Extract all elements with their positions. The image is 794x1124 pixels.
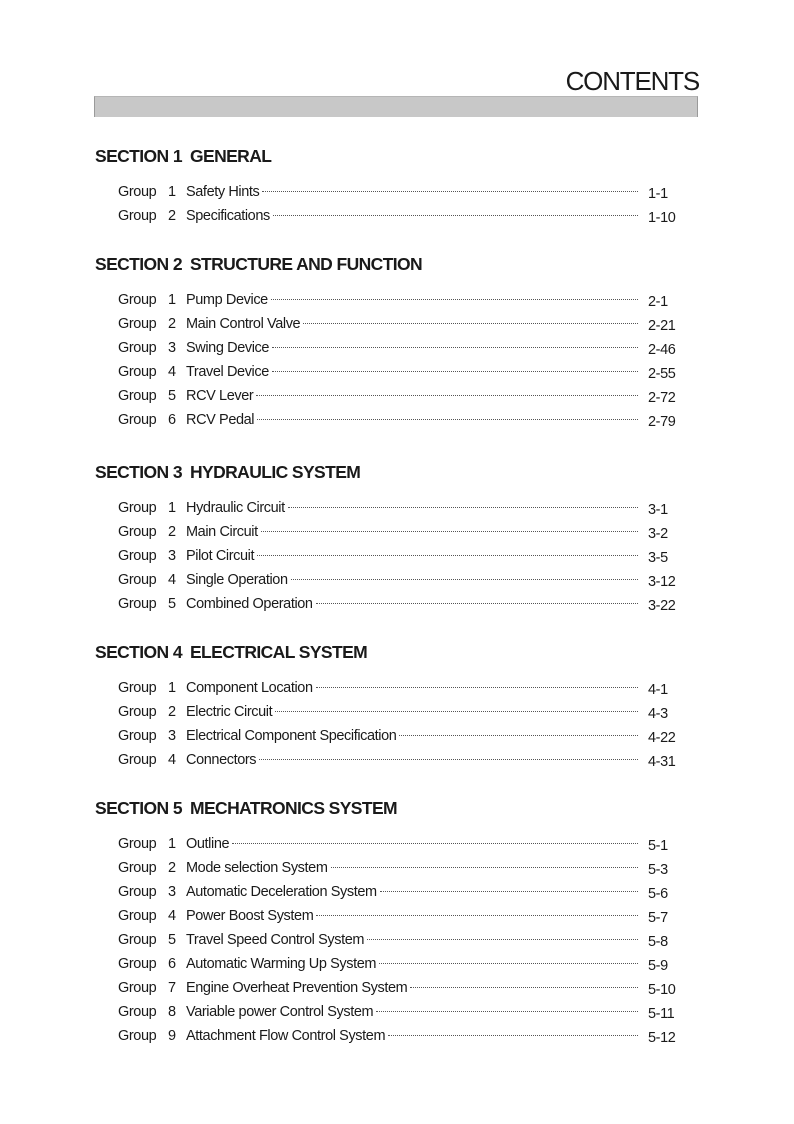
toc-entry[interactable] [118, 288, 688, 312]
dot-leader [272, 371, 638, 372]
dot-leader [273, 215, 638, 216]
group-number: 1 [168, 680, 176, 696]
group-label: Group [118, 208, 157, 224]
dot-leader [256, 395, 638, 396]
group-number: 7 [168, 980, 176, 996]
group-label: Group [118, 836, 157, 852]
dot-leader [410, 987, 638, 988]
section-heading [95, 462, 690, 482]
group-number: 1 [168, 184, 176, 200]
page-number: 2-1 [648, 294, 668, 310]
page-number: 5-7 [648, 910, 668, 926]
entry-title: Main Circuit [186, 524, 258, 540]
group-label: Group [118, 704, 157, 720]
entry-title: Travel Device [186, 364, 269, 380]
page-number: 4-1 [648, 682, 668, 698]
group-number: 3 [168, 340, 176, 356]
toc-entry[interactable] [118, 568, 688, 592]
entry-title: Automatic Deceleration System [186, 884, 377, 900]
section-name: HYDRAULIC SYSTEM [189, 462, 361, 482]
toc-entry[interactable] [118, 748, 688, 772]
toc-entry-list [118, 832, 688, 1048]
group-number: 6 [168, 956, 176, 972]
toc-entry[interactable] [118, 204, 688, 228]
group-number: 8 [168, 1004, 176, 1020]
group-number: 6 [168, 412, 176, 428]
group-number: 3 [168, 548, 176, 564]
section-number: SECTION 4 [95, 642, 182, 662]
page-number: 2-21 [648, 318, 676, 334]
toc-entry[interactable] [118, 832, 688, 856]
group-number: 2 [168, 860, 176, 876]
toc-entry[interactable] [118, 520, 688, 544]
entry-title: Component Location [186, 680, 313, 696]
group-label: Group [118, 572, 157, 588]
toc-entry[interactable] [118, 976, 688, 1000]
toc-entry[interactable] [118, 928, 688, 952]
entry-title: Automatic Warming Up System [186, 956, 377, 972]
entry-title: Swing Device [186, 340, 270, 356]
page-number: 1-1 [648, 186, 668, 202]
dot-leader [272, 347, 638, 348]
group-number: 1 [168, 836, 176, 852]
entry-title: Electric Circuit [186, 704, 273, 720]
group-number: 9 [168, 1028, 176, 1044]
dot-leader [376, 1011, 638, 1012]
section-name: MECHATRONICS SYSTEM [189, 798, 398, 818]
dot-leader [232, 843, 638, 844]
toc-entry[interactable] [118, 180, 688, 204]
section-name: GENERAL [189, 146, 272, 166]
section-name: STRUCTURE AND FUNCTION [189, 254, 423, 274]
page-number: 5-1 [648, 838, 668, 854]
group-number: 4 [168, 364, 176, 380]
group-label: Group [118, 364, 157, 380]
section-2 [95, 254, 690, 430]
entry-title: Connectors [186, 752, 257, 768]
group-number: 4 [168, 572, 176, 588]
page-number: 5-3 [648, 862, 668, 878]
dot-leader [316, 603, 638, 604]
group-number: 1 [168, 292, 176, 308]
page-number: 5-12 [648, 1030, 676, 1046]
section-4 [95, 642, 690, 770]
section-1 [95, 146, 690, 226]
section-heading [95, 642, 690, 662]
toc-entry[interactable] [118, 880, 688, 904]
toc-entry[interactable] [118, 496, 688, 520]
page-number: 2-55 [648, 366, 676, 382]
entry-title: Outline [186, 836, 230, 852]
page-number: 4-3 [648, 706, 668, 722]
section-heading [95, 254, 690, 274]
dot-leader [261, 531, 638, 532]
toc-entry[interactable] [118, 904, 688, 928]
entry-title: Hydraulic Circuit [186, 500, 285, 516]
group-number: 4 [168, 752, 176, 768]
page-number: 3-22 [648, 598, 676, 614]
group-label: Group [118, 596, 157, 612]
page-number: 4-22 [648, 730, 676, 746]
entry-title: Engine Overheat Prevention System [186, 980, 408, 996]
toc-entry[interactable] [118, 1024, 688, 1048]
dot-leader [331, 867, 639, 868]
toc-entry-list [118, 180, 688, 228]
group-number: 2 [168, 208, 176, 224]
entry-title: Specifications [186, 208, 270, 224]
section-name: ELECTRICAL SYSTEM [189, 642, 368, 662]
entry-title: Mode selection System [186, 860, 328, 876]
toc-entry[interactable] [118, 336, 688, 360]
group-label: Group [118, 412, 157, 428]
section-5 [95, 798, 690, 1046]
entry-title: RCV Lever [186, 388, 254, 404]
group-label: Group [118, 316, 157, 332]
page-number: 2-79 [648, 414, 676, 430]
dot-leader [288, 507, 638, 508]
group-number: 5 [168, 932, 176, 948]
entry-title: Variable power Control System [186, 1004, 374, 1020]
toc-entry[interactable] [118, 312, 688, 336]
group-label: Group [118, 388, 157, 404]
page-number: 3-12 [648, 574, 676, 590]
dot-leader [275, 711, 638, 712]
group-number: 5 [168, 388, 176, 404]
group-number: 2 [168, 316, 176, 332]
entry-title: Electrical Component Specification [186, 728, 397, 744]
group-label: Group [118, 1004, 157, 1020]
group-label: Group [118, 860, 157, 876]
section-heading [95, 798, 690, 818]
page-number: 2-72 [648, 390, 676, 406]
entry-title: Travel Speed Control System [186, 932, 365, 948]
toc-entry[interactable] [118, 408, 688, 432]
dot-leader [271, 299, 638, 300]
toc-entry-list [118, 496, 688, 616]
dot-leader [257, 555, 638, 556]
toc-entry[interactable] [118, 1000, 688, 1024]
toc-entry[interactable] [118, 856, 688, 880]
group-label: Group [118, 500, 157, 516]
page-number: 3-1 [648, 502, 668, 518]
group-number: 1 [168, 500, 176, 516]
entry-title: Combined Operation [186, 596, 313, 612]
entry-title: Safety Hints [186, 184, 260, 200]
page-number: 5-11 [648, 1006, 675, 1022]
dot-leader [303, 323, 638, 324]
group-label: Group [118, 1028, 157, 1044]
page-number: 2-46 [648, 342, 676, 358]
dot-leader [388, 1035, 638, 1036]
dot-leader [291, 579, 638, 580]
dot-leader [259, 759, 638, 760]
page-number: 5-8 [648, 934, 668, 950]
entry-title: Pilot Circuit [186, 548, 255, 564]
group-number: 5 [168, 596, 176, 612]
page-number: 4-31 [648, 754, 676, 770]
title-bar [94, 96, 698, 117]
toc-entry[interactable] [118, 544, 688, 568]
page-number: 5-6 [648, 886, 668, 902]
entry-title: Main Control Valve [186, 316, 301, 332]
group-number: 2 [168, 704, 176, 720]
group-label: Group [118, 956, 157, 972]
dot-leader [257, 419, 638, 420]
dot-leader [399, 735, 638, 736]
toc-entry[interactable] [118, 384, 688, 408]
dot-leader [367, 939, 638, 940]
group-label: Group [118, 932, 157, 948]
dot-leader [379, 963, 638, 964]
toc-entry[interactable] [118, 952, 688, 976]
page-number: 3-2 [648, 526, 668, 542]
group-number: 2 [168, 524, 176, 540]
entry-title: Pump Device [186, 292, 268, 308]
page-number: 1-10 [648, 210, 676, 226]
entry-title: Attachment Flow Control System [186, 1028, 386, 1044]
toc-entry-list [118, 676, 688, 772]
entry-title: RCV Pedal [186, 412, 255, 428]
section-heading [95, 146, 690, 166]
page-number: 3-5 [648, 550, 668, 566]
group-number: 3 [168, 884, 176, 900]
group-label: Group [118, 752, 157, 768]
toc-entry[interactable] [118, 360, 688, 384]
dot-leader [380, 891, 638, 892]
toc-entry-list [118, 288, 688, 432]
toc-entry[interactable] [118, 592, 688, 616]
group-label: Group [118, 680, 157, 696]
section-number: SECTION 5 [95, 798, 182, 818]
toc-entry[interactable] [118, 676, 688, 700]
group-label: Group [118, 524, 157, 540]
page-number: 5-10 [648, 982, 676, 998]
dot-leader [316, 915, 638, 916]
dot-leader [316, 687, 638, 688]
section-3 [95, 462, 690, 614]
group-label: Group [118, 548, 157, 564]
section-number: SECTION 1 [95, 146, 182, 166]
toc-entry[interactable] [118, 724, 688, 748]
group-number: 4 [168, 908, 176, 924]
entry-title: Power Boost System [186, 908, 314, 924]
section-number: SECTION 2 [95, 254, 182, 274]
page-title: CONTENTS [565, 66, 699, 96]
group-number: 3 [168, 728, 176, 744]
group-label: Group [118, 184, 157, 200]
dot-leader [262, 191, 638, 192]
group-label: Group [118, 884, 157, 900]
group-label: Group [118, 292, 157, 308]
page-number: 5-9 [648, 958, 668, 974]
entry-title: Single Operation [186, 572, 288, 588]
section-number: SECTION 3 [95, 462, 182, 482]
toc-entry[interactable] [118, 700, 688, 724]
group-label: Group [118, 908, 157, 924]
group-label: Group [118, 340, 157, 356]
group-label: Group [118, 728, 157, 744]
group-label: Group [118, 980, 157, 996]
